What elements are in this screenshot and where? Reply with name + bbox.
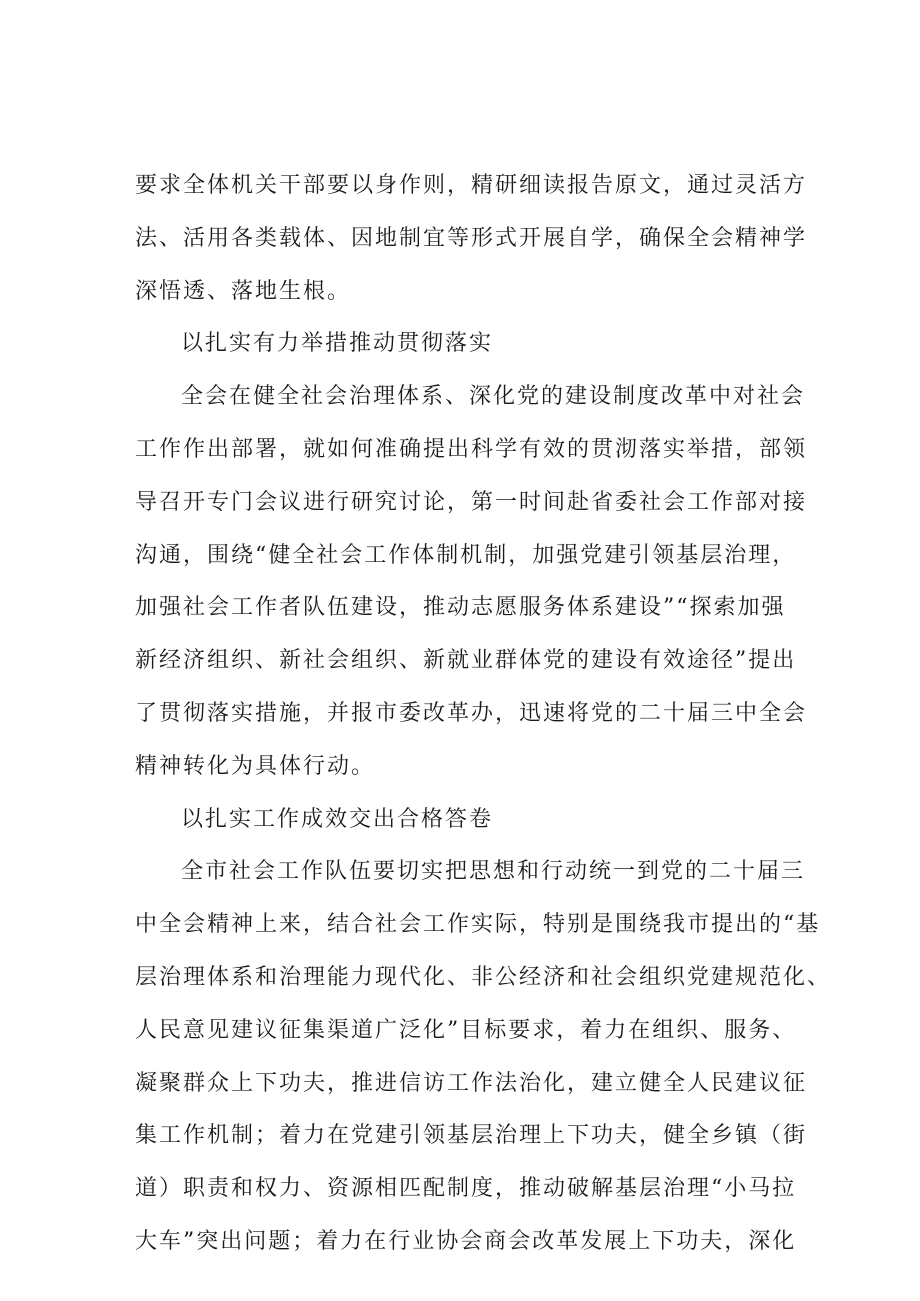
paragraph-line-indented: 全会在健全社会治理体系、深化党的建设制度改革中对社会 xyxy=(181,384,806,410)
paragraph-line: 新经济组织、新社会组织、新就业群体党的建设有效途径”提出 xyxy=(135,648,797,674)
paragraph-line-indented: 以扎实工作成效交出合格答卷 xyxy=(181,806,494,832)
paragraph-line: 导召开专门会议进行研究讨论，第一时间赴省委社会工作部对接 xyxy=(135,489,808,515)
paragraph-line: 凝聚群众上下功夫，推进信访工作法治化，建立健全人民建议征 xyxy=(135,1070,808,1096)
paragraph-line-indented: 全市社会工作队伍要切实把思想和行动统一到党的二十届三 xyxy=(181,859,806,885)
paragraph-line: 工作作出部署，就如何准确提出科学有效的贯沏落实举措，部领 xyxy=(135,436,808,462)
paragraph-line: 大车”突出问题；着力在行业协会商会改革发展上下功夫，深化 xyxy=(135,1228,797,1254)
paragraph-line: 了贯彻落实措施，并报市委改革办，迅速将党的二十届三中全会 xyxy=(135,700,808,726)
paragraph-line: 加强社会工作者队伍建设，推动志愿服务体系建设”“探索加强 xyxy=(135,595,786,621)
paragraph-line: 要求全体机关干部要以身作则，精研细读报告原文，通过灵活方 xyxy=(135,173,808,198)
paragraph-line: 层治理体系和治理能力现代化、非公经济和社会组织党建规范化、 xyxy=(135,964,832,990)
paragraph-line-indented: 以扎实有力举措推动贯彻落实 xyxy=(181,331,494,357)
paragraph-line: 道）职责和权力、资源相匹配制度，推动破解基层治理“小马拉 xyxy=(135,1176,797,1202)
paragraph-line: 沟通，围绕“健全社会工作体制机制，加强党建引领基层治理， xyxy=(135,542,797,568)
paragraph-line: 人民意见建议征集渠道广泛化”目标要求，着力在组织、服务、 xyxy=(135,1017,797,1043)
paragraph-line: 中全会精神上来，结合社会工作实际，特别是围绕我市提出的“基 xyxy=(135,912,821,938)
paragraph-line: 深悟透、落地生根。 xyxy=(135,278,352,304)
paragraph-line: 精神转化为具体行动。 xyxy=(135,753,376,779)
paragraph-line: 法、活用各类载体、因地制宜等形式开展自学，确保全会精神学 xyxy=(135,225,808,251)
paragraph-line: 集工作机制；着力在党建引领基层治理上下功夫，健全乡镇（街 xyxy=(135,1123,808,1149)
document-body xyxy=(135,160,832,1269)
